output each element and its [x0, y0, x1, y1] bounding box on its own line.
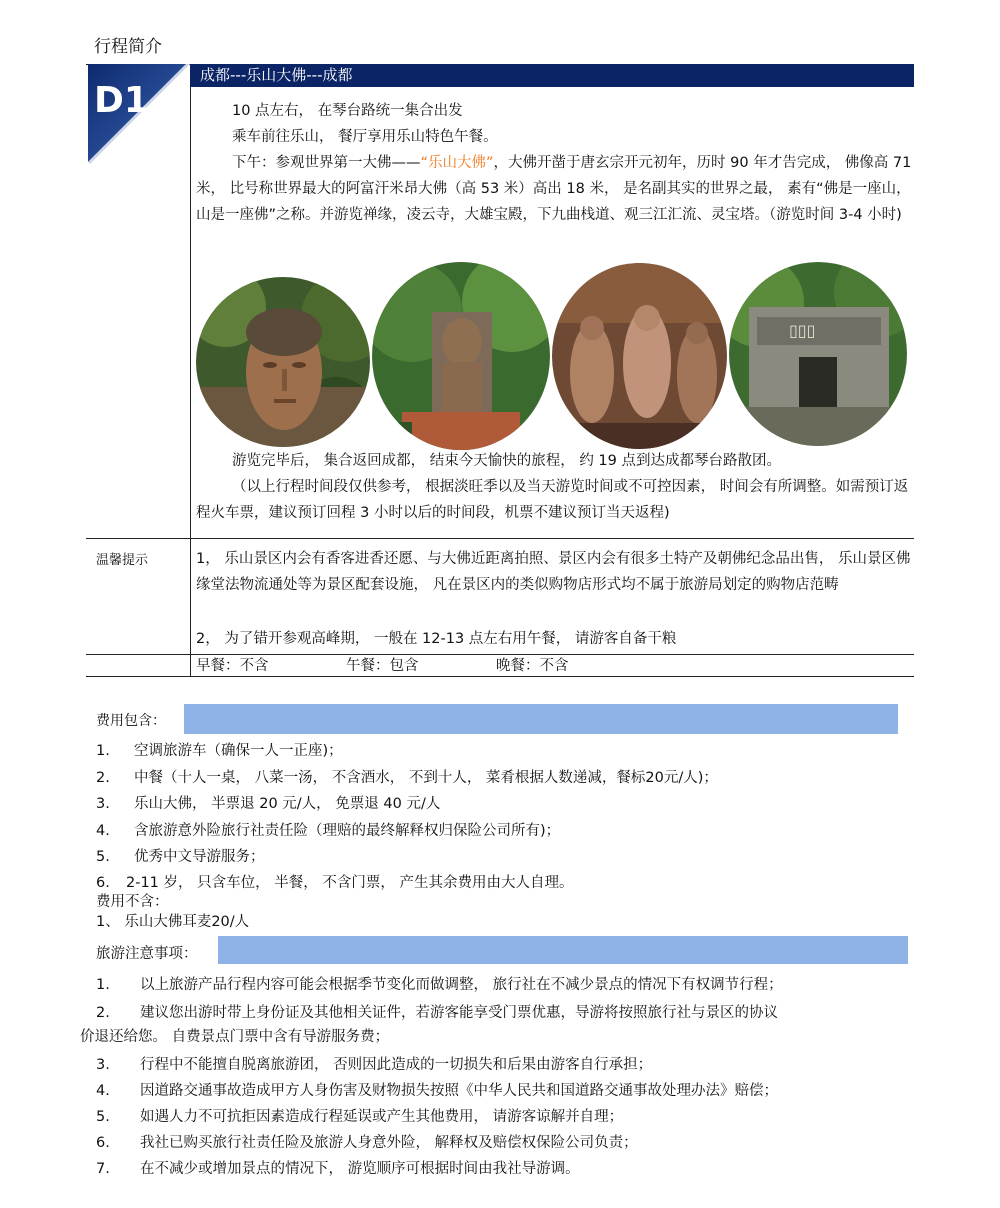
- tip-2: 2， 为了错开参观高峰期， 一般在 12-13 点左右用午餐， 请游客自备干粮: [196, 631, 677, 647]
- tips-label: 温馨提示: [96, 553, 149, 568]
- day-badge: [86, 64, 190, 164]
- note-item: 1. 以上旅游产品行程内容可能会根据季节变化而做调整， 旅行社在不减少景点的情况下有权调节行程；: [96, 977, 783, 993]
- included-title-bar: [184, 704, 898, 734]
- note-item: 7. 在不减少或增加景点的情况下， 游览顺序可根据时间由我社导游调。: [96, 1161, 580, 1177]
- meal-breakfast: 早餐：不含: [196, 658, 269, 674]
- excluded-item: 1、 乐山大佛耳麦20/人: [96, 914, 250, 930]
- meal-lunch: 午餐：包含: [346, 658, 419, 674]
- included-title: 费用包含：: [96, 713, 166, 729]
- buddha-face-photo: [196, 277, 370, 447]
- included-item: 5. 优秀中文导游服务；: [96, 849, 265, 865]
- note-item: 5. 如遇人力不可抗拒因素造成行程延误或产生其他费用， 请游客谅解并自理；: [96, 1109, 624, 1125]
- note-item-continuation: 价退还给您。 自费景点门票中含有导游服务费；: [80, 1029, 390, 1045]
- included-item: 6. 2-11 岁， 只含车位， 半餐， 不含门票， 产生其余费用由大人自理。: [96, 875, 574, 891]
- excluded-title: 费用不含：: [96, 894, 169, 910]
- included-item: 2. 中餐（十人一桌， 八菜一汤， 不含酒水， 不到十人， 菜肴根据人数递减，餐标20元/人)；: [96, 770, 718, 786]
- note-item: 4. 因道路交通事故造成甲方人身伤害及财物损失按照《中华人民共和国道路交通事故处理办法》赔偿；: [96, 1083, 778, 1099]
- included-item: 1. 空调旅游车（确保一人一正座)；: [96, 743, 343, 759]
- tip-1: 1， 乐山景区内会有香客进香还愿、与大佛近距离拍照、景区内会有很多土特产及朝佛纪念品出售， 乐山景区佛缘堂法物流通处等为景区配套设施， 凡在景区内的类似购物店形式均不属于旅游局划定的购物店范畴: [196, 551, 911, 593]
- paragraph-return: 游览完毕后， 集合返回成都， 结束今天愉快的旅程， 约 19 点到达成都琴台路散团。: [232, 453, 781, 469]
- buddha-cliff-photo: [372, 262, 550, 450]
- included-item: 3. 乐山大佛， 半票退 20 元/人， 免票退 40 元/人: [96, 796, 441, 812]
- table-column-divider: [190, 64, 191, 676]
- paragraph-transfer: 乘车前往乐山， 餐厅享用乐山特色午餐。: [232, 129, 498, 145]
- note-item: 3. 行程中不能擅自脱离旅游团， 否则因此造成的一切损失和后果由游客自行承担；: [96, 1057, 653, 1073]
- gate-photo: [729, 262, 907, 446]
- note-item: 2. 建议您出游时带上身份证及其他相关证件，若游客能享受门票优惠，导游将按照旅行社与景区的协议: [96, 1005, 778, 1021]
- paragraph-afternoon: 下午：参观世界第一大佛——“乐山大佛”，大佛开凿于唐玄宗开元初年，历时 90 年才告完成， 佛像高 71 米， 比号称世界最大的阿富汗米昂大佛（高 53 米）高出 18 米， 是名副其实的世界之最， 素有“佛是一座山， 山是一座佛”之称。并游览禅缘，凌云寺，大雄宝殿，下九曲栈道、观三江汇流、灵宝塔。（游览时间 3-4 小时): [196, 155, 912, 223]
- svg-text:▯▯▯: ▯▯▯: [789, 321, 816, 340]
- note-item: 6. 我社已购买旅行社责任险及旅游人身意外险， 解释权及赔偿权保险公司负责；: [96, 1135, 638, 1151]
- section-title: 行程简介: [94, 37, 162, 57]
- highlight-leshan-buddha: “乐山大佛”: [420, 155, 494, 171]
- day-badge-text: D1: [94, 80, 149, 121]
- table-row-divider: [86, 538, 914, 539]
- included-item: 4. 含旅游意外险旅行社责任险（理赔的最终解释权归保险公司所有)；: [96, 823, 561, 839]
- notes-title-bar: [218, 936, 908, 964]
- notes-title: 旅游注意事项：: [96, 946, 198, 962]
- statues-photo: [552, 263, 727, 449]
- paragraph-time-note: （以上行程时间段仅供参考， 根据淡旺季以及当天游览时间或不可控因素， 时间会有所调整。如需预订返程火车票，建议预订回程 3 小时以后的时间段，机票不建议预订当天返程): [196, 479, 909, 521]
- paragraph-start: 10 点左右， 在琴台路统一集合出发: [232, 103, 463, 119]
- meal-dinner: 晚餐：不含: [496, 658, 569, 674]
- day-header: 成都---乐山大佛---成都: [190, 64, 914, 87]
